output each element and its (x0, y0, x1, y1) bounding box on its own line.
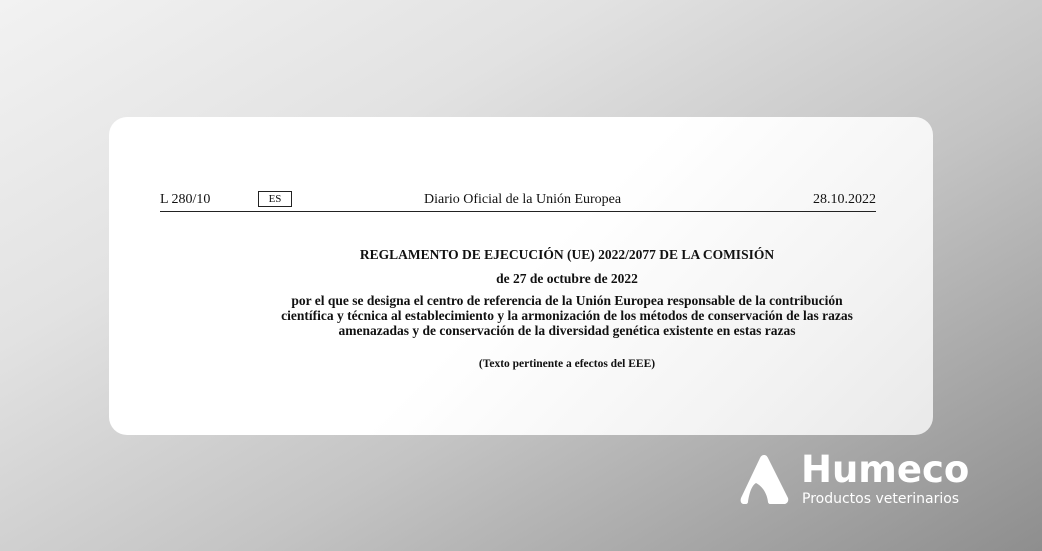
journal-reference: L 280/10 (160, 192, 211, 207)
regulation-date: de 27 de octubre de 2022 (496, 271, 638, 286)
regulation-subject: por el que se designa el centro de referencia de la Unión Europea responsable de la contribución científica y técnica al establecimiento y la armonización de los métodos de conservación de las razas amenazadas y de conservación de la diversidad genética existente en estas razas (281, 293, 853, 338)
regulation-title: REGLAMENTO DE EJECUCIÓN (UE) 2022/2077 DE LA COMISIÓN (359, 247, 775, 262)
brand-tagline: Productos veterinarios (802, 491, 960, 507)
humeco-triangle-logo-icon (740, 453, 790, 505)
journal-name: Diario Oficial de la Unión Europea (424, 192, 622, 207)
brand-logo (740, 448, 1000, 512)
document-card (109, 117, 933, 435)
document-header (160, 191, 876, 212)
brand-name: Humeco (801, 448, 970, 491)
language-badge: ES (258, 191, 292, 207)
regulation-note: (Texto pertinente a efectos del EEE) (478, 358, 656, 370)
publication-date: 28.10.2022 (813, 192, 876, 207)
